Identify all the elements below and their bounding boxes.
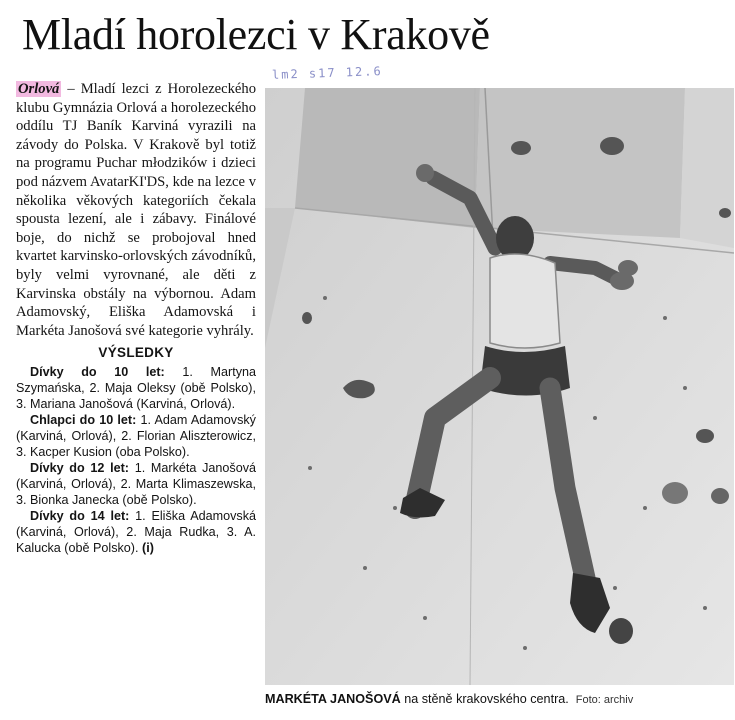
results-category: Dívky do 14 let: xyxy=(30,508,130,523)
results-text: 1. Martyna Szymańska, 2. Maja Oleksy (obě Polsko), 3. Mariana Janošová (Karviná, Orlová). xyxy=(16,364,257,411)
wall-panel xyxy=(295,88,480,228)
wall-panel xyxy=(475,88,685,238)
results-item xyxy=(16,364,256,412)
photo-credit: Foto: archiv xyxy=(575,694,634,706)
article-column xyxy=(16,80,256,556)
results-heading: VÝSLEDKY xyxy=(98,345,174,361)
caption-name: MARKÉTA JANOŠOVÁ xyxy=(265,692,401,706)
headline: Mladí horolezci v Krakově xyxy=(22,10,490,59)
results-text: 1. Markéta Janošová (Karviná, Orlová), 2. Marta Klimaszewska, 3. Bionka Janecka (obě Polsko). xyxy=(16,460,257,507)
author-signature: (i) xyxy=(142,540,154,555)
dateline: Orlová xyxy=(18,81,60,97)
caption-text: na stěně krakovského centra. xyxy=(400,692,569,706)
results-category: Chlapci do 10 let: xyxy=(30,412,137,427)
wall-panel xyxy=(680,88,734,248)
article-text: – Mladí lezci z Horolezeckého klubu Gymnázia Orlová a horolezeckého oddílu TJ Baník Karviná vyrazili na závody do Polska. V Krakově byl totiž na programu Puchar młodzików i dzieci pod názvem AvatarKI'DS, kde na lezce v několika věkových kategoriích čekala spousta lezení, ale i zábavy. Finálové boje, do nichž se probojoval hned kvartet karvinsko-orlovských závodníků, byly velmi vyrovnané, ale děti z Karvinska obstály na výbornou. Adam Adamovský, Eliška Adamovská i Markéta Janošová své kategorie vyhrály. xyxy=(16,81,256,339)
results-item xyxy=(16,460,256,508)
results-item xyxy=(16,508,256,556)
results-category: Dívky do 10 let: xyxy=(30,364,165,379)
photo-caption xyxy=(265,692,735,706)
handwritten-stamp: lm2 s17 12.6 xyxy=(271,64,383,82)
article-body xyxy=(16,80,256,340)
results-category: Dívky do 12 let: xyxy=(30,460,129,475)
climbing-wall-illustration xyxy=(265,88,734,685)
results-text: 1. Adam Adamovský (Karviná, Orlová), 2. Florian Aliszterowicz, 3. Kacper Kusion (oba Polsko). xyxy=(16,412,256,459)
results-text: 1. Eliška Adamovská (Karviná, Orlová), 2. Maja Rudka, 3. A. Kalucka (obě Polsko). xyxy=(16,508,256,555)
climber-photo xyxy=(265,88,734,685)
results-item xyxy=(16,412,256,460)
